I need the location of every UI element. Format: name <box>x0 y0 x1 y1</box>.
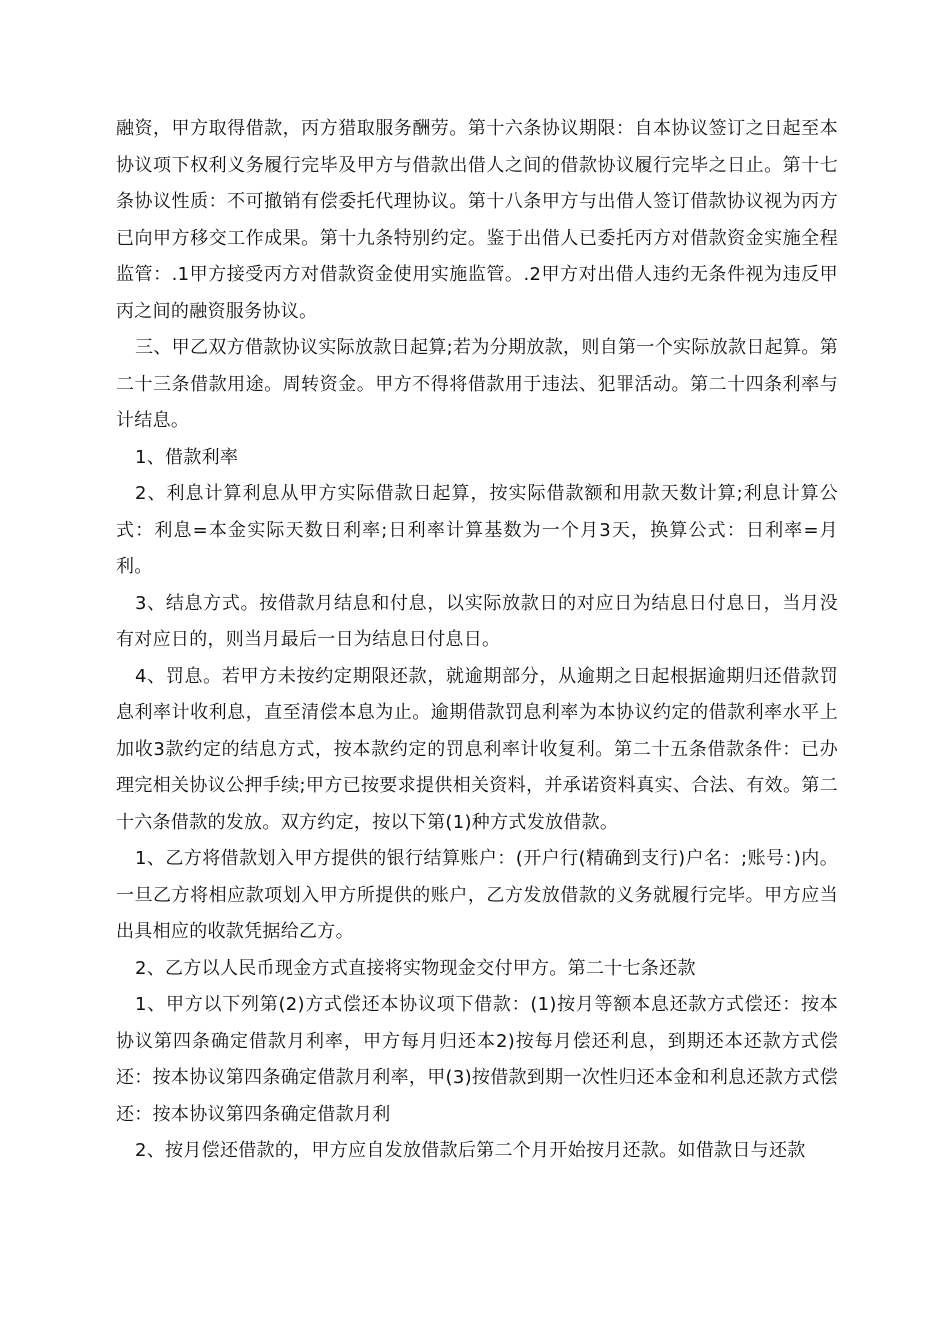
paragraph-repayment-method: 1、甲方以下列第(2)方式偿还本协议项下借款：(1)按月等额本息还款方式偿还：按本协议第四条确定借款月利率，甲方每月归还本2)按每月偿还利息，到期还本还款方式偿还：按本协议第四条确定借款月利率，甲(3)按借款到期一次性归还本金和利息还款方式偿还：按本协议第四条确定借款月利 <box>116 994 838 1125</box>
paragraph-loan-start: 三、甲乙双方借款协议实际放款日起算;若为分期放款，则自第一个实际放款日起算。第二十三条借款用途。周转资金。甲方不得将借款用于违法、犯罪活动。第二十四条利率与计结息。 <box>116 337 838 431</box>
paragraph-cash-disbursement: 2、乙方以人民币现金方式直接将实物现金交付甲方。第二十七条还款 <box>135 957 696 979</box>
paragraph-monthly-repayment: 2、按月偿还借款的，甲方应自发放借款后第二个月开始按月还款。如借款日与还款 <box>135 1140 806 1161</box>
paragraph-agreement-terms: 融资，甲方取得借款，丙方猎取服务酬劳。第十六条协议期限：自本协议签订之日起至本协议项下权利义务履行完毕及甲方与借款出借人之间的借款协议履行完毕之日止。第十七条协议性质：不可撤销有偿委托代理协议。第十八条甲方与出借人签订借款协议视为丙方已向甲方移交工作成果。第十九条特别约定。鉴于出借人已委托丙方对借款资金实施全程监管：.1甲方接受丙方对借款资金使用实施监管。.2甲方对出借人违约无条件视为违反甲丙之间的融资服务协议。 <box>116 118 838 322</box>
paragraph-disbursement-account: 1、乙方将借款划入甲方提供的银行结算账户：(开户行(精确到支行)户名：;账号：)内。一旦乙方将相应款项划入甲方所提供的账户，乙方发放借款的义务就履行完毕。甲方应当出具相应的收款凭据给乙方。 <box>116 848 838 942</box>
document-body <box>116 111 838 1170</box>
paragraph-penalty-interest: 4、罚息。若甲方未按约定期限还款，就逾期部分，从逾期之日起根据逾期归还借款罚息利率计收利息，直至清偿本息为止。逾期借款罚息利率为本协议约定的借款利率水平上加收3款约定的结息方式，按本款约定的罚息利率计收复利。第二十五条借款条件：已办理完相关协议公押手续;甲方已按要求提供相关资料，并承诺资料真实、合法、有效。第二十六条借款的发放。双方约定，按以下第(1)种方式发放借款。 <box>116 665 838 833</box>
paragraph-interest-calculation: 2、利息计算利息从甲方实际借款日起算，按实际借款额和用款天数计算;利息计算公式：利息=本金实际天数日利率;日利率计算基数为一个月3天，换算公式：日利率=月利。 <box>116 483 838 577</box>
paragraph-interest-rate: 1、借款利率 <box>135 446 239 468</box>
paragraph-settlement-method: 3、结息方式。按借款月结息和付息，以实际放款日的对应日为结息日付息日，当月没有对应日的，则当月最后一日为结息日付息日。 <box>116 592 838 650</box>
